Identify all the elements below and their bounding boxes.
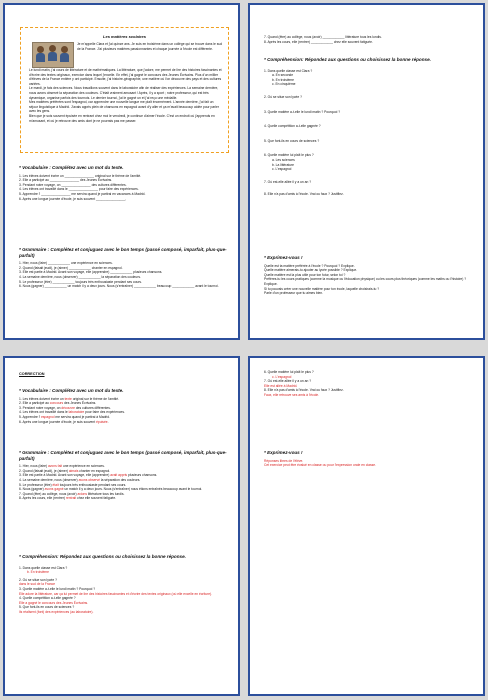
item-text: 8. Après les cours, elle (rentrer) [19,496,66,501]
item-text: 5. Apprendre l' [19,414,42,419]
item-answer: était [52,482,59,487]
item-answer: épuisée [96,419,108,424]
grammar-item: 7. Quand (être) au collège, nous (avoir) ____________ littérature tous les lundis. [264,35,382,39]
item-text: 5. Le professeur (être) [19,482,53,487]
item-answer: laboratoire [68,410,85,415]
correction-item [19,420,228,425]
item-text: me servira quand je partirai à Madrid. [54,414,110,419]
comprehension-title: * Compréhension: Répondez aux questions ou choisissez la bonne réponse. [19,554,186,559]
reading-paragraph: Mes matières préférées sont l'espagnol, car apprendre une nouvelle langue me plaît énormément. L'année dernière, j'ai fait un séjour linguistique à Madrid. J'avais appris plein de chansons en espagnol avant d'y aller et ça m'avait beaucoup aidée pour parler avec les gens. [29,100,220,114]
item-answer: aimais [68,468,79,473]
item-answer: avons observé [78,477,101,482]
item-text: 3. Elle est partie à Madrid. Avant son voyage, elle (apprendre) [19,473,111,478]
item-answer: avions [77,491,87,496]
item-text: plusieurs chansons. [127,473,158,478]
item-answer: avons gagné [44,487,64,492]
item-answer: texte [64,396,72,401]
item-text: chanter en espagnol. [78,468,111,473]
vocab-item: 6. Après une longue journée d'école, je suis souvent ________________. [19,196,127,201]
comprehension-title: * Compréhension: Répondez aux questions ou choisissez la bonne réponse. [264,57,431,62]
expression-item: Quelle matière est la plus utile pour ton futur, selon toi ? [264,272,346,277]
item-text: 6. Nous (gagner) [19,487,45,492]
item-answer: espagnol [41,414,55,419]
item-text: 3. Pendant notre voyage, on [19,405,62,410]
reading-title: Les matières scolaires [103,34,146,39]
comp-option: a. Les sciences [272,157,295,162]
comp-answer: Elle a gagné le concours des Jeunes Écrivains. [19,600,89,605]
item-answer: concours [49,401,64,406]
comp-option: a. En seconde [272,73,294,78]
item-text: des Jeunes Écrivains. [63,401,97,406]
comp-question: 1. Dans quelle classe est Clara ? [19,565,68,570]
comp-question: 5. Que font-ils en cours de sciences ? [264,138,320,143]
grammar-item: 5. Le professeur (être) ____________ toujours très enthousiaste pendant ses cours. [19,279,142,284]
item-text: 1. Hier, nous (faire) [19,464,48,469]
comp-question: 3. Quelle matière a-t-elle le lundi matin ? Pourquoi ? [264,109,341,114]
reading-box [20,27,229,153]
item-text: la séparation des couleurs. [100,477,141,482]
item-answer: avait appris [110,473,128,478]
item-answer: avons fait [47,464,63,469]
comp-answer: Elle adore la littérature, car ça lui permet de lire des histoires fascinantes et d'écrire des textes originaux (où elle excelle en écriture). [19,591,213,596]
correction-title: CORRECTION [19,372,45,376]
correction-page-1 [3,356,240,696]
comp-question: 8. Elle n'a pas d'amis à l'école. Vrai ou faux ? Justifiez. [264,388,344,393]
item-text: chez elle souvent fatiguée. [76,496,117,501]
comp-question: 1. Dans quelle classe est Clara ? [264,68,313,73]
grammar-title: * Grammaire : Complétez et conjuguez avec le bon temps (passé composé, imparfait, plus-que-parfait) [19,247,227,258]
vocab-item: 2. Elle a participé au ________________ des Jeunes Écrivains. [19,178,113,183]
item-text: pour faire des expériences. [84,410,125,415]
vocab-item: 3. Pendant notre voyage, on ________________ des cultures différentes. [19,182,127,187]
grammar-item: 6. Nous (gagner) ____________ un match il y a deux jours. Nous (s'entraîner) ____________ beaucoup ____________ avant le tournoi. [19,284,219,289]
item-answer: découvre [61,405,75,410]
grammar-item: 1. Hier, nous (faire) ____________ une expérience en sciences. [19,261,113,266]
comp-question: 2. Où se situe son lycée ? [19,577,57,582]
expression-item: Parle d'un professeur que tu aimes bien. [264,291,324,296]
item-text: 2. Quand (faisait jeudi), je (aimer) [19,468,69,473]
vocab-item: 4. Les élèves ont travaillé dans le ________________ pour faire des expériences. [19,187,139,192]
vocab-title: * Vocabulaire : Complétez avec un mot du texte. [19,388,124,393]
classroom-photo [32,42,74,68]
comp-answer: b. En troisième [27,570,49,575]
reading-intro: Je m'appelle Clara et j'ai quinze ans. Je suis en troisième dans un collège qui se trouve dans le sud de la France. J'ai plusieurs matières passionnantes et chaque journée à l'école est différente. [77,42,224,51]
item-text: toujours très enthousiaste pendant ses cours. [58,482,127,487]
comp-question: 6. Quelle matière lui plaît le plus ? [264,370,314,374]
item-text: une expérience en sciences. [62,464,105,469]
comp-answer: Ils réalisent (font) des expériences (au laboratoire). [19,609,94,614]
comp-answer: c. L'espagnol [272,374,292,379]
item-text: . [107,419,109,424]
expression-item: Quelle matière aimerais-tu ajouter au lycée possible ? Explique. [264,268,358,273]
item-text: original sur le thème de l'amitié. [71,396,119,401]
comp-answer: Faux, elle retrouve ses amis à l'école. [264,392,320,397]
comp-question: 2. Où se situe son lycée ? [264,94,302,99]
grammar-item: 3. Elle est partie à Madrid. Avant son voyage, elle (apprendre) ____________ plusieurs chansons. [19,270,163,275]
item-text: un match il y a deux jours. Nous (s'entraîner) nous étions entraînés beaucoup avant le tournoi. [63,487,203,492]
correction-item [19,496,228,501]
expression-title: * Exprimez-vous ! [264,255,303,260]
vocab-title: * Vocabulaire : Complétez avec un mot du texte. [19,165,124,170]
item-text: 2. Elle a participé au [19,401,50,406]
item-text: 7. Quand (être) au collège, nous (avoir) [19,491,78,496]
expression-item: Si tu pouvais créer une nouvelle matière pour ton école, laquelle choisirais-tu ? [264,286,380,291]
comp-question: 8. Elle n'a pas d'amis à l'école. Vrai ou faux ? Justifiez. [264,192,344,197]
vocab-item: 1. Les élèves doivent écrire un ________________ original sur le thème de l'amitié. [19,173,142,178]
item-text: 4. La semaine dernière, nous (observer) [19,477,79,482]
comp-question: 4. Quelle compétition a-t-elle gagnée ? [264,124,321,129]
reading-paragraph: Le mardi, je fais des sciences. Nous travaillons souvent dans le laboratoire afin de réaliser des expériences. La semaine dernière, nous avons observé la séparation des couleurs. C'était vraiment amusant ! Après, il y a sport ; notre professeur, qui est très dynamique, organise parfois des tournois. Le dernier tournoi, j'ai le gagné un et j'ai reçu une médaille. [29,86,220,100]
reading-paragraph: Bien que je sois souvent épuisée en rentrant chez moi le vendredi, je continue d'aimer l'école. C'est un endroit où j'apprends en m'amusant, et où je retrouve des amis dont je ne pourrais pas me passer. [29,113,216,123]
expression-item: Préfères-tu les cours pratiques (comme la musique ou l'éducation physique) ou les cours plus théoriques (comme les maths ou l'histoire) ? Explique. [264,277,468,286]
worksheet-page-2 [248,3,485,340]
comp-question: 6. Quelle matière lui plaît le plus ? [264,153,314,158]
comp-option: c. L'espagnol [272,167,292,172]
grammar-title: * Grammaire : Complétez et conjuguez avec le bon temps (passé composé, imparfait, plus-que-parfait) [19,450,227,461]
worksheet-page-1 [3,3,240,340]
comp-question: 3. Quelle matière a-t-elle le lundi matin ? Pourquoi ? [19,586,96,591]
comp-option: b. En troisième [272,77,294,82]
comp-answer: Elle est allée à Madrid. [264,383,298,388]
comp-option: c. En cinquième [272,82,296,87]
expression-answer: Réponses libres de l'élève. [264,458,304,463]
item-text: 4. Les élèves ont travaillé dans le [19,410,69,415]
reading-paragraph: Le lundi matin, j'ai cours de littérature et de mathématiques. La littérature, que j'adore, me permet de lire des histoires fascinantes et d'écrire des textes originaux, exercice dans lequel j'excelle. En effet, j'ai gagné le concours des Jeunes Écrivains. Plus d'un millier d'élèves de la France entière y ont participé. Ensuite, j'ai histoire-géographie, une matière où l'on découvre des pays et des cultures variées. [29,68,223,86]
correction-page-2 [248,356,485,696]
expression-answer: Cet exercice peut être évalué en classe ou pour l'expression orale en classe. [264,463,377,468]
vocab-item: 5. Apprendre l' ________________ me servira quand je partirai en vacances à Madrid. [19,191,146,196]
grammar-item: 2. Quand (faisait jeudi), je (aimer) ____________ chanter en espagnol. [19,265,123,270]
item-text: des cultures différentes. [74,405,111,410]
comp-question: 7. Où est-elle allée il y a un an ? [264,379,312,384]
expression-title: * Exprimez-vous ! [264,450,303,455]
grammar-item: 4. La semaine dernière, nous (observer) ____________ la séparation des couleurs. [19,274,141,279]
comp-question: 5. Que font-ils en cours de sciences ? [19,605,75,610]
comp-question: 4. Quelle compétition a-t-elle gagnée ? [19,596,76,601]
grammar-item: 8. Après les cours, elle (rentrer) ____________ chez elle souvent fatiguée. [264,39,373,44]
item-text: 6. Après une longue journée d'école, je suis souvent [19,419,97,424]
item-answer: rentrait [65,496,77,501]
item-text: 1. Les élèves doivent écrire un [19,396,65,401]
comp-option: b. La littérature [272,162,294,167]
expression-item: Quelle est ta matière préférée à l'école ? Pourquoi ? Explique. [264,263,355,268]
comp-question: 7. Où est-elle allée il y a un an ? [264,179,312,184]
item-text: littérature tous les lundis. [87,491,125,496]
comp-answer: dans le sud de la France [19,582,56,587]
